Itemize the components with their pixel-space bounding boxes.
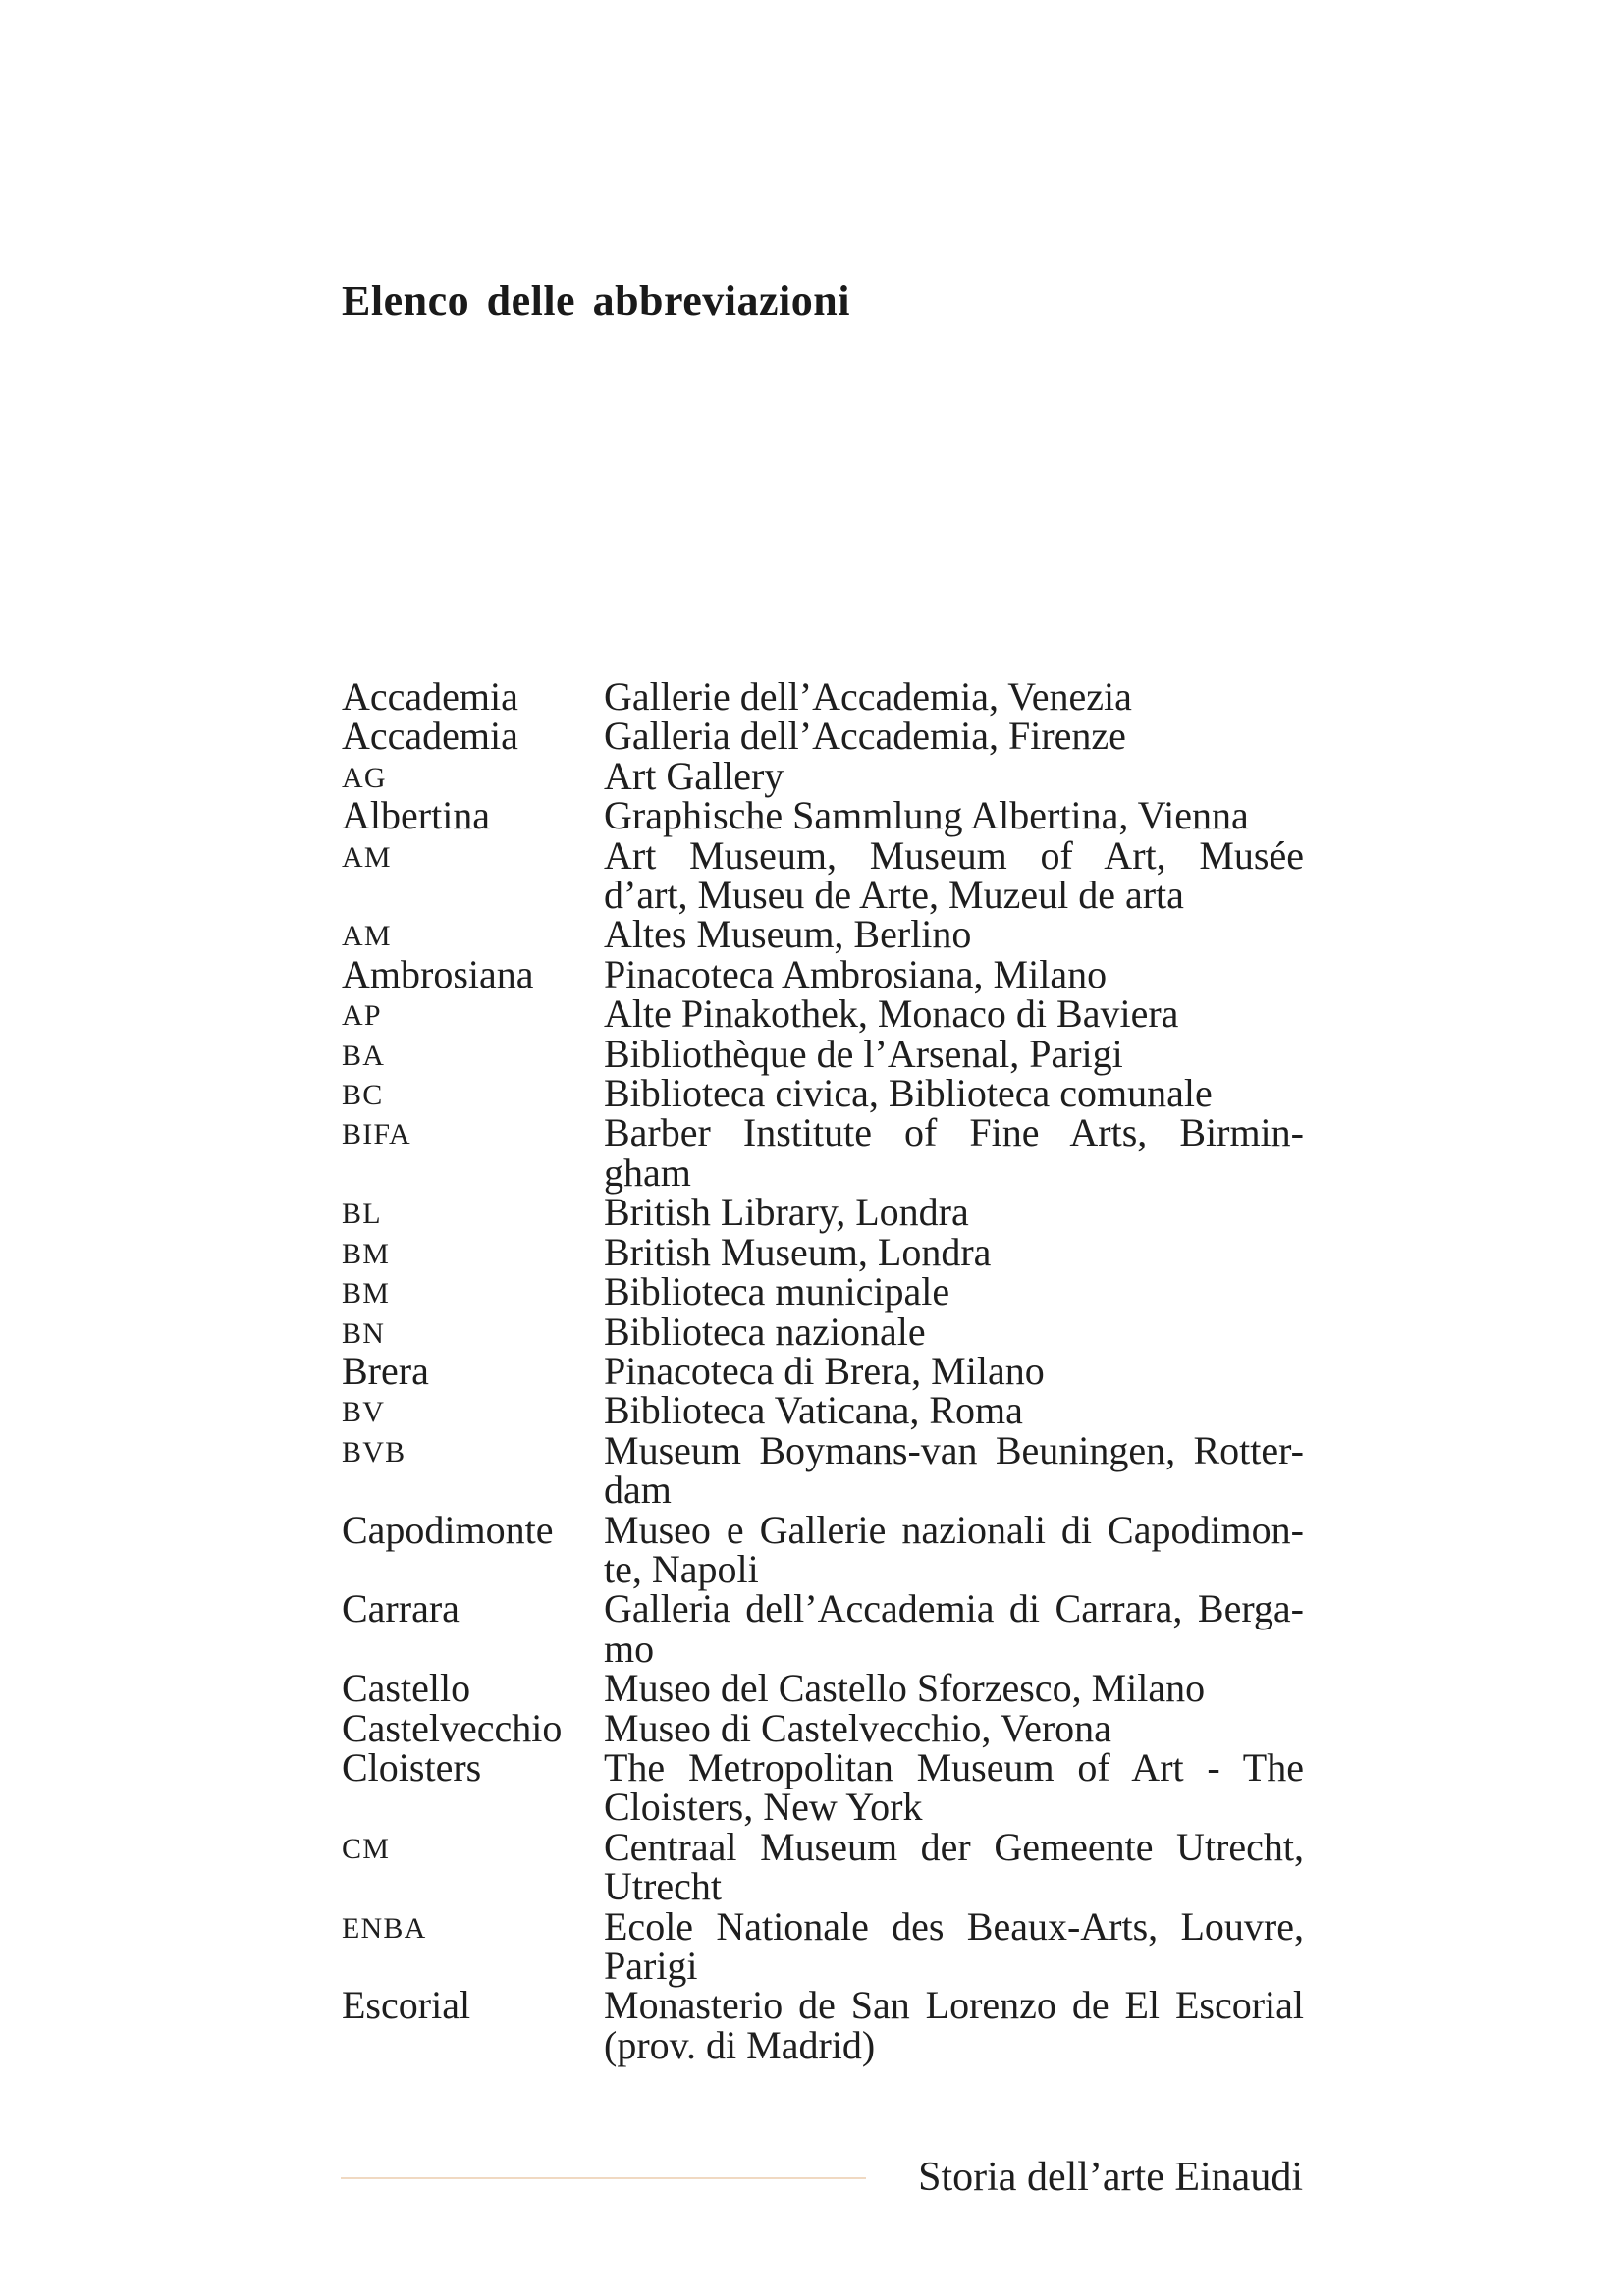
abbreviation-description	[604, 753, 1304, 798]
abbreviation-description	[604, 1348, 1304, 1393]
description-line: Centraal Museum der Gemeente Utrecht,	[604, 1824, 1304, 1869]
abbreviation-term: Carrara	[342, 1586, 460, 1631]
abbreviation-description	[604, 832, 1304, 918]
abbreviation-term: Cloisters	[342, 1744, 482, 1789]
abbreviation-term: BV	[342, 1396, 386, 1429]
description-line: Parigi	[604, 1944, 698, 1988]
abbreviation-entry	[342, 1705, 1304, 1750]
abbreviation-description	[604, 1507, 1304, 1591]
abbreviation-term: ENBA	[342, 1911, 427, 1945]
abbreviation-term: AG	[342, 761, 387, 794]
abbreviation-term: AM	[342, 840, 392, 874]
abbreviation-description	[604, 1269, 1304, 1314]
description-line: te, Napoli	[604, 1546, 759, 1591]
abbreviation-entry	[342, 753, 1304, 798]
description-line: Pinacoteca di Brera, Milano	[604, 1348, 1045, 1393]
abbreviation-term: BM	[342, 1277, 391, 1310]
description-line: Gallerie dell’Accademia, Venezia	[604, 674, 1132, 719]
abbreviation-entry	[342, 1744, 1304, 1830]
abbreviation-term: Ambrosiana	[342, 951, 534, 996]
abbreviation-description	[604, 1983, 1304, 2067]
description-line: Biblioteca Vaticana, Roma	[604, 1388, 1023, 1433]
abbreviation-description	[604, 1229, 1304, 1274]
abbreviation-entry	[342, 1388, 1304, 1433]
description-line: gham	[604, 1149, 691, 1195]
abbreviation-term: BN	[342, 1316, 386, 1350]
abbreviation-entry	[342, 1308, 1304, 1354]
abbreviation-term: AP	[342, 999, 382, 1033]
description-line: Monasterio de San Lorenzo de El Escorial	[604, 1983, 1304, 2028]
abbreviation-entry	[342, 991, 1304, 1037]
abbreviation-entry	[342, 793, 1304, 838]
abbreviation-entry	[342, 951, 1304, 996]
abbreviation-description	[604, 951, 1304, 996]
abbreviation-description	[604, 1824, 1304, 1909]
abbreviation-description	[604, 714, 1304, 759]
description-line: Museo del Castello Sforzesco, Milano	[604, 1666, 1206, 1711]
description-line: Graphische Sammlung Albertina, Vienna	[604, 793, 1249, 838]
description-line: Biblioteca nazionale	[604, 1308, 926, 1354]
description-line: Pinacoteca Ambrosiana, Milano	[604, 951, 1108, 996]
abbreviation-description	[604, 1903, 1304, 1988]
abbreviation-term: Castello	[342, 1666, 471, 1711]
abbreviation-entry	[342, 1071, 1304, 1116]
description-line: Museo di Castelvecchio, Verona	[604, 1705, 1111, 1750]
description-line: (prov. di Madrid)	[604, 2022, 876, 2067]
abbreviation-entry	[342, 1586, 1304, 1671]
abbreviation-entry	[342, 1824, 1304, 1909]
abbreviation-entry	[342, 1229, 1304, 1274]
description-line: The Metropolitan Museum of Art - The	[604, 1744, 1304, 1789]
description-line: Biblioteca civica, Biblioteca comunale	[604, 1071, 1213, 1116]
abbreviation-entry	[342, 714, 1304, 759]
abbreviation-description	[604, 1071, 1304, 1116]
abbreviation-term: Accademia	[342, 714, 518, 759]
abbreviation-term: Castelvecchio	[342, 1705, 563, 1750]
abbreviation-description	[604, 1388, 1304, 1433]
abbreviation-description	[604, 991, 1304, 1037]
description-line: Altes Museum, Berlino	[604, 912, 972, 957]
abbreviation-description	[604, 1705, 1304, 1750]
description-line: Bibliothèque de l’Arsenal, Parigi	[604, 1031, 1123, 1076]
abbreviation-entry	[342, 1903, 1304, 1988]
abbreviation-term: BC	[342, 1079, 384, 1112]
abbreviation-entry	[342, 674, 1304, 719]
abbreviation-term: Escorial	[342, 1983, 471, 2028]
page-title: Elenco delle abbreviazioni	[342, 277, 850, 325]
abbreviation-term: BVB	[342, 1435, 406, 1468]
abbreviation-description	[604, 1744, 1304, 1830]
description-line: dam	[604, 1468, 672, 1513]
abbreviation-description	[604, 1031, 1304, 1076]
abbreviation-entry	[342, 1110, 1304, 1195]
abbreviation-description	[604, 674, 1304, 719]
abbreviation-description	[604, 1586, 1304, 1671]
abbreviation-term: Capodimonte	[342, 1507, 554, 1552]
abbreviation-entry	[342, 1190, 1304, 1235]
abbreviation-description	[604, 793, 1304, 838]
abbreviation-description	[604, 1190, 1304, 1235]
abbreviation-entry	[342, 1269, 1304, 1314]
abbreviation-term: BL	[342, 1198, 382, 1231]
description-line: Utrecht	[604, 1864, 722, 1909]
description-line: d’art, Museu de Arte, Muzeul de arta	[604, 873, 1184, 918]
description-line: Barber Institute of Fine Arts, Birmin-	[604, 1110, 1304, 1155]
description-line: British Museum, Londra	[604, 1229, 992, 1274]
abbreviation-description	[604, 1308, 1304, 1354]
description-line: Art Gallery	[604, 753, 784, 798]
description-line: Galleria dell’Accademia, Firenze	[604, 714, 1126, 759]
abbreviation-term: BA	[342, 1039, 386, 1072]
abbreviation-description	[604, 912, 1304, 957]
abbreviation-entry	[342, 832, 1304, 918]
description-line: Biblioteca municipale	[604, 1269, 950, 1314]
footer-publication-title: Storia dell’arte Einaudi	[918, 2155, 1303, 2200]
description-line: Ecole Nationale des Beaux-Arts, Louvre,	[604, 1903, 1304, 1949]
abbreviation-entry	[342, 1348, 1304, 1393]
abbreviation-description	[604, 1110, 1304, 1195]
abbreviation-entry	[342, 1427, 1304, 1513]
abbreviation-term: BIFA	[342, 1118, 411, 1151]
description-line: Alte Pinakothek, Monaco di Baviera	[604, 991, 1179, 1037]
abbreviation-description	[604, 1666, 1304, 1711]
abbreviation-term: AM	[342, 920, 392, 953]
description-line: British Library, Londra	[604, 1190, 969, 1235]
abbreviation-term: Albertina	[342, 793, 491, 838]
abbreviation-entry	[342, 912, 1304, 957]
abbreviation-term: BM	[342, 1237, 391, 1270]
description-line: Cloisters, New York	[604, 1785, 923, 1830]
abbreviation-entry	[342, 1666, 1304, 1711]
abbreviation-term: Brera	[342, 1348, 429, 1393]
abbreviation-description	[604, 1427, 1304, 1513]
abbreviation-entry	[342, 1983, 1304, 2067]
description-line: Galleria dell’Accademia di Carrara, Berga-	[604, 1586, 1304, 1631]
abbreviation-entry	[342, 1507, 1304, 1591]
abbreviation-term: Accademia	[342, 674, 518, 719]
abbreviation-entry	[342, 1031, 1304, 1076]
page-footer	[341, 2148, 1303, 2207]
abbreviation-term: CM	[342, 1832, 391, 1865]
footer-rule	[341, 2177, 866, 2179]
description-line: Art Museum, Museum of Art, Musée	[604, 832, 1304, 878]
description-line: Museum Boymans-van Beuningen, Rotter-	[604, 1427, 1304, 1472]
abbreviation-list	[342, 674, 1304, 2067]
description-line: mo	[604, 1626, 655, 1671]
description-line: Museo e Gallerie nazionali di Capodimon-	[604, 1507, 1304, 1552]
